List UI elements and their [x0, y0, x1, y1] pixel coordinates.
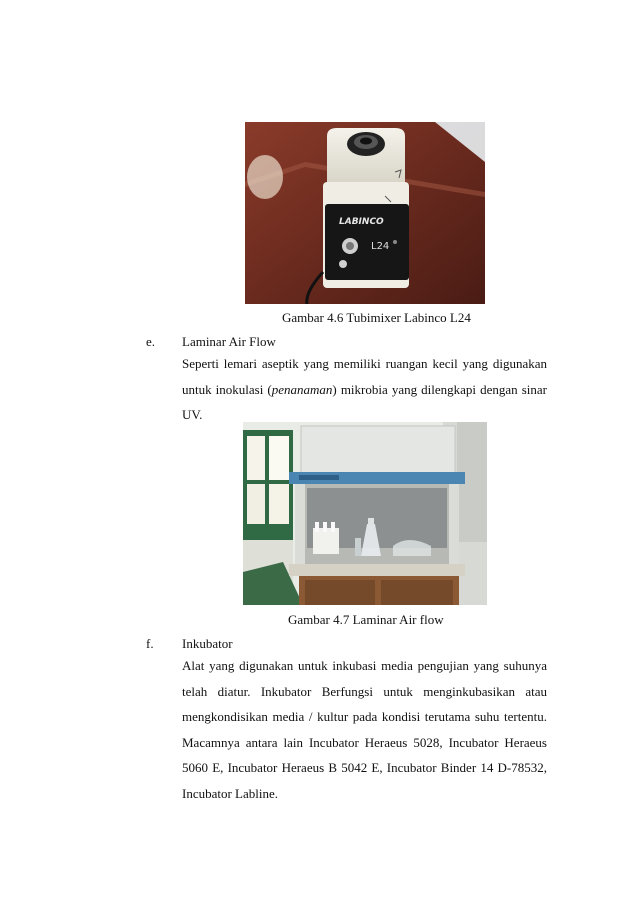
paragraph-line: Seperti lemari aseptik yang memiliki ruangan kecil yang digunakan: [182, 356, 547, 371]
paragraph-line: UV.: [182, 407, 203, 423]
section-paragraph: [182, 653, 547, 807]
section-heading: Laminar Air Flow: [182, 334, 276, 349]
paragraph-line: mengkondisikan media / kultur pada kondisi terutama suhu tertentu.: [182, 709, 547, 725]
section-paragraph: [182, 351, 547, 428]
figure-caption: Gambar 4.7 Laminar Air flow: [288, 612, 444, 627]
paragraph-line: Macamnya antara lain Incubator Heraeus 5028, Incubator Heraeus: [182, 734, 547, 750]
laminar-air-flow-illustration: [243, 422, 487, 605]
section-heading: Inkubator: [182, 636, 233, 651]
figure-caption: Gambar 4.6 Tubimixer Labinco L24: [282, 310, 471, 325]
paragraph-line: Incubator Labline.: [182, 785, 279, 801]
italic-term: penanaman: [271, 381, 333, 397]
svg-text:L24: L24: [371, 241, 390, 252]
paragraph-line: 5060 E, Incubator Heraeus B 5042 E, Incubator Binder 14 D-78532,: [182, 760, 547, 776]
tubimixer-illustration: [245, 122, 485, 304]
list-marker: f.: [146, 636, 154, 651]
laminar-air-flow-photo: [243, 422, 487, 605]
paragraph-line: Alat yang digunakan untuk inkubasi media pengujian yang suhunya: [182, 658, 547, 673]
paragraph-line: telah diatur. Inkubator Berfungsi untuk menginkubasikan atau: [182, 683, 547, 699]
tubimixer-photo: [245, 122, 485, 304]
svg-text:LABINCO: LABINCO: [339, 217, 384, 227]
paragraph-line: untuk inokulasi (penanaman) mikrobia yang dilengkapi dengan sinar: [182, 381, 547, 397]
list-marker: e.: [146, 334, 156, 349]
